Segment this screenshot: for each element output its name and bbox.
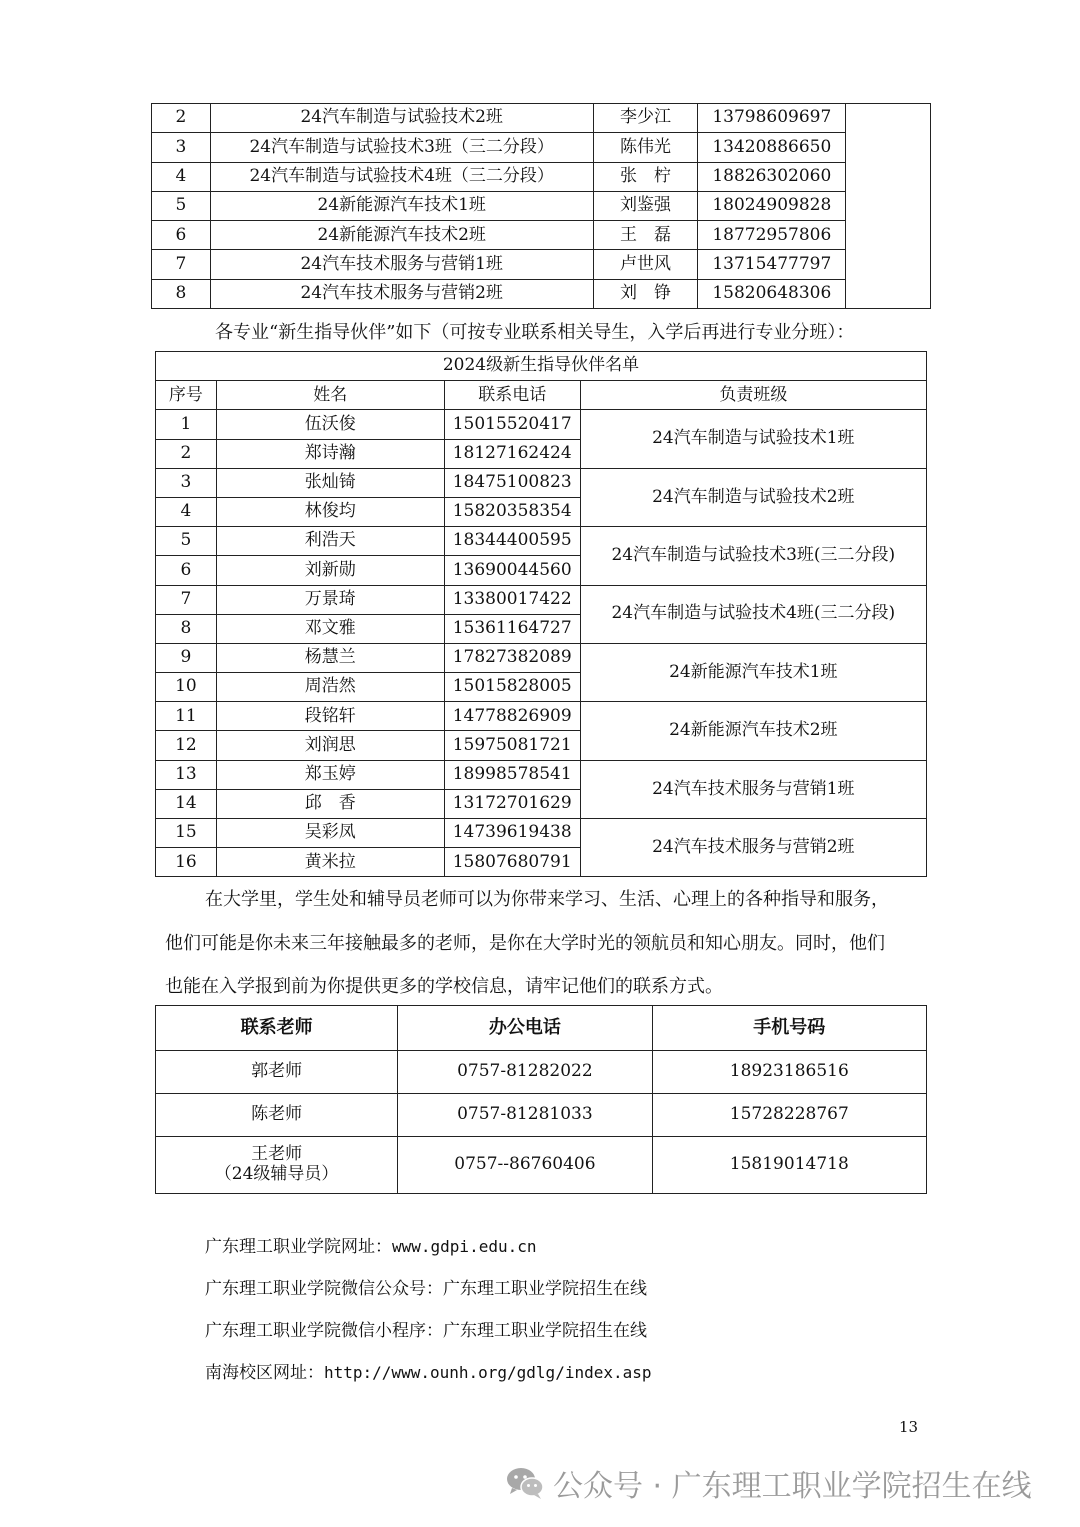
teacher-name: 陈老师: [156, 1094, 398, 1137]
phone-number: 15820358354: [444, 497, 580, 526]
miniprogram-line: 广东理工职业学院微信小程序：广东理工职业学院招生在线: [205, 1321, 647, 1341]
teacher-name: 卢世风: [593, 250, 698, 279]
table-row: [156, 527, 927, 556]
table-title: 2024级新生指导伙伴名单: [156, 352, 927, 381]
mentor-name: 张灿锜: [216, 468, 444, 497]
paragraph-line: 也能在入学报到前为你提供更多的学校信息，请牢记他们的联系方式。: [165, 976, 723, 997]
table-row: [152, 250, 931, 279]
mentor-name: 林俊均: [216, 497, 444, 526]
row-number: 3: [152, 133, 211, 162]
phone-number: 15361164727: [444, 614, 580, 643]
table-row: [152, 221, 931, 250]
row-number: 4: [156, 497, 217, 526]
phone-number: 18772957806: [698, 221, 846, 250]
table-row: [156, 1051, 927, 1094]
mentor-name: 郑诗瀚: [216, 439, 444, 468]
table-row: [152, 191, 931, 220]
phone-number: 15820648306: [698, 279, 846, 308]
phone-number: 14778826909: [444, 702, 580, 731]
mentor-name: 刘新勋: [216, 556, 444, 585]
office-phone: 0757-81282022: [398, 1051, 652, 1094]
row-number: 3: [156, 468, 217, 497]
row-number: 1: [156, 410, 217, 439]
class-name: 24汽车制造与试验技术3班（三二分段）: [210, 133, 593, 162]
class-name: 24汽车制造与试验技术2班: [580, 468, 926, 526]
mentor-table: [155, 351, 927, 877]
teacher-class-table: [151, 103, 931, 309]
table-header-row: [156, 381, 927, 410]
row-number: 10: [156, 673, 217, 702]
phone-number: 13172701629: [444, 789, 580, 818]
mentor-intro-text: 各专业“新生指导伙伴”如下（可按专业联系相关导生，入学后再进行专业分班）：: [215, 322, 855, 343]
header-class: 负责班级: [580, 381, 926, 410]
phone-number: 15807680791: [444, 848, 580, 877]
row-number: 7: [156, 585, 217, 614]
teacher-name: 刘鉴强: [593, 191, 698, 220]
mentor-name: 邓文雅: [216, 614, 444, 643]
table-row: [156, 410, 927, 439]
phone-number: 13380017422: [444, 585, 580, 614]
table-row: [152, 133, 931, 162]
table-row: [156, 585, 927, 614]
mobile-phone: 15819014718: [652, 1137, 926, 1194]
watermark-text: 公众号 · 广东理工职业学院招生在线: [553, 1469, 1032, 1504]
website-line: [205, 1232, 537, 1257]
mentor-name: 邱 香: [216, 789, 444, 818]
class-name: 24新能源汽车技术2班: [210, 221, 593, 250]
mentor-name: 伍沃俊: [216, 410, 444, 439]
phone-number: 13715477797: [698, 250, 846, 279]
row-number: 7: [152, 250, 211, 279]
teacher-name: 王老师: [251, 1144, 303, 1165]
phone-number: 18127162424: [444, 439, 580, 468]
class-name: 24汽车制造与试验技术3班(三二分段): [580, 527, 926, 585]
nanhai-link[interactable]: http://www.ounh.org/gdlg/index.asp: [324, 1363, 652, 1382]
row-number: 6: [152, 221, 211, 250]
phone-number: 13420886650: [698, 133, 846, 162]
header-mobile: 手机号码: [652, 1006, 926, 1051]
watermark: [505, 1463, 1032, 1503]
header-teacher: 联系老师: [156, 1006, 398, 1051]
mentor-name: 刘润思: [216, 731, 444, 760]
mentor-name: 利浩天: [216, 527, 444, 556]
teacher-name: 张 柠: [593, 162, 698, 191]
row-number: 6: [156, 556, 217, 585]
row-number: 13: [156, 760, 217, 789]
class-name: 24新能源汽车技术1班: [580, 643, 926, 701]
phone-number: 15015520417: [444, 410, 580, 439]
phone-number: 18344400595: [444, 527, 580, 556]
teacher-name: 刘 铮: [593, 279, 698, 308]
nanhai-line: [205, 1358, 652, 1383]
contact-table: [155, 1005, 927, 1194]
table-row: [152, 104, 931, 133]
teacher-name: 李少江: [593, 104, 698, 133]
header-name: 姓名: [216, 381, 444, 410]
teacher-note: （24级辅导员）: [214, 1164, 339, 1184]
page-number: 13: [899, 1418, 919, 1436]
row-number: 15: [156, 819, 217, 848]
class-name: 24汽车制造与试验技术4班（三二分段）: [210, 162, 593, 191]
row-number: 5: [152, 191, 211, 220]
class-name: 24汽车制造与试验技术2班: [210, 104, 593, 133]
table-row: [156, 643, 927, 672]
class-name: 24汽车技术服务与营销2班: [210, 279, 593, 308]
wechat-icon: [505, 1465, 545, 1501]
class-name: 24汽车制造与试验技术4班(三二分段): [580, 585, 926, 643]
header-number: 序号: [156, 381, 217, 410]
table-header-row: [156, 1006, 927, 1051]
table-row: [156, 760, 927, 789]
office-phone: 0757--86760406: [398, 1137, 652, 1194]
paragraph-line: 他们可能是你未来三年接触最多的老师，是你在大学时光的领航员和知心朋友。同时，他们: [165, 933, 885, 954]
office-phone: 0757-81281033: [398, 1094, 652, 1137]
row-number: 8: [156, 614, 217, 643]
mentor-name: 段铭轩: [216, 702, 444, 731]
phone-number: 13690044560: [444, 556, 580, 585]
class-name: 24汽车技术服务与营销1班: [210, 250, 593, 279]
mentor-name: 黄米拉: [216, 848, 444, 877]
teacher-name: 郭老师: [156, 1051, 398, 1094]
phone-number: 18024909828: [698, 191, 846, 220]
phone-number: 14739619438: [444, 819, 580, 848]
row-number: 16: [156, 848, 217, 877]
table-row: [156, 1137, 927, 1194]
row-number: 9: [156, 643, 217, 672]
phone-number: 13798609697: [698, 104, 846, 133]
row-number: 12: [156, 731, 217, 760]
row-number: 5: [156, 527, 217, 556]
teacher-name: 王 磊: [593, 221, 698, 250]
wechat-line: 广东理工职业学院微信公众号：广东理工职业学院招生在线: [205, 1279, 647, 1299]
merged-cell: [846, 104, 931, 309]
website-link[interactable]: www.gdpi.edu.cn: [392, 1237, 537, 1256]
class-name: 24新能源汽车技术2班: [580, 702, 926, 760]
row-number: 8: [152, 279, 211, 308]
teacher-cell: [156, 1137, 398, 1194]
header-phone: 联系电话: [444, 381, 580, 410]
table-title-row: [156, 352, 927, 381]
teacher-name: 陈伟光: [593, 133, 698, 162]
mobile-phone: 15728228767: [652, 1094, 926, 1137]
header-office-phone: 办公电话: [398, 1006, 652, 1051]
row-number: 14: [156, 789, 217, 818]
phone-number: 18826302060: [698, 162, 846, 191]
mentor-name: 万景琦: [216, 585, 444, 614]
phone-number: 17827382089: [444, 643, 580, 672]
class-name: 24新能源汽车技术1班: [210, 191, 593, 220]
table-row: [156, 468, 927, 497]
table-row: [152, 162, 931, 191]
mentor-name: 吴彩凤: [216, 819, 444, 848]
paragraph-line: 在大学里，学生处和辅导员老师可以为你带来学习、生活、心理上的各种指导和服务，: [205, 889, 889, 910]
row-number: 2: [156, 439, 217, 468]
row-number: 4: [152, 162, 211, 191]
phone-number: 18998578541: [444, 760, 580, 789]
phone-number: 15015828005: [444, 673, 580, 702]
class-name: 24汽车制造与试验技术1班: [580, 410, 926, 468]
table-row: [156, 819, 927, 848]
class-name: 24汽车技术服务与营销1班: [580, 760, 926, 818]
mentor-name: 郑玉婷: [216, 760, 444, 789]
nanhai-label: 南海校区网址：: [205, 1363, 324, 1383]
mentor-name: 周浩然: [216, 673, 444, 702]
class-name: 24汽车技术服务与营销2班: [580, 819, 926, 877]
row-number: 2: [152, 104, 211, 133]
mobile-phone: 18923186516: [652, 1051, 926, 1094]
mentor-name: 杨慧兰: [216, 643, 444, 672]
table-row: [152, 279, 931, 308]
phone-number: 18475100823: [444, 468, 580, 497]
table-row: [156, 702, 927, 731]
website-label: 广东理工职业学院网址：: [205, 1237, 392, 1257]
table-row: [156, 1094, 927, 1137]
row-number: 11: [156, 702, 217, 731]
phone-number: 15975081721: [444, 731, 580, 760]
